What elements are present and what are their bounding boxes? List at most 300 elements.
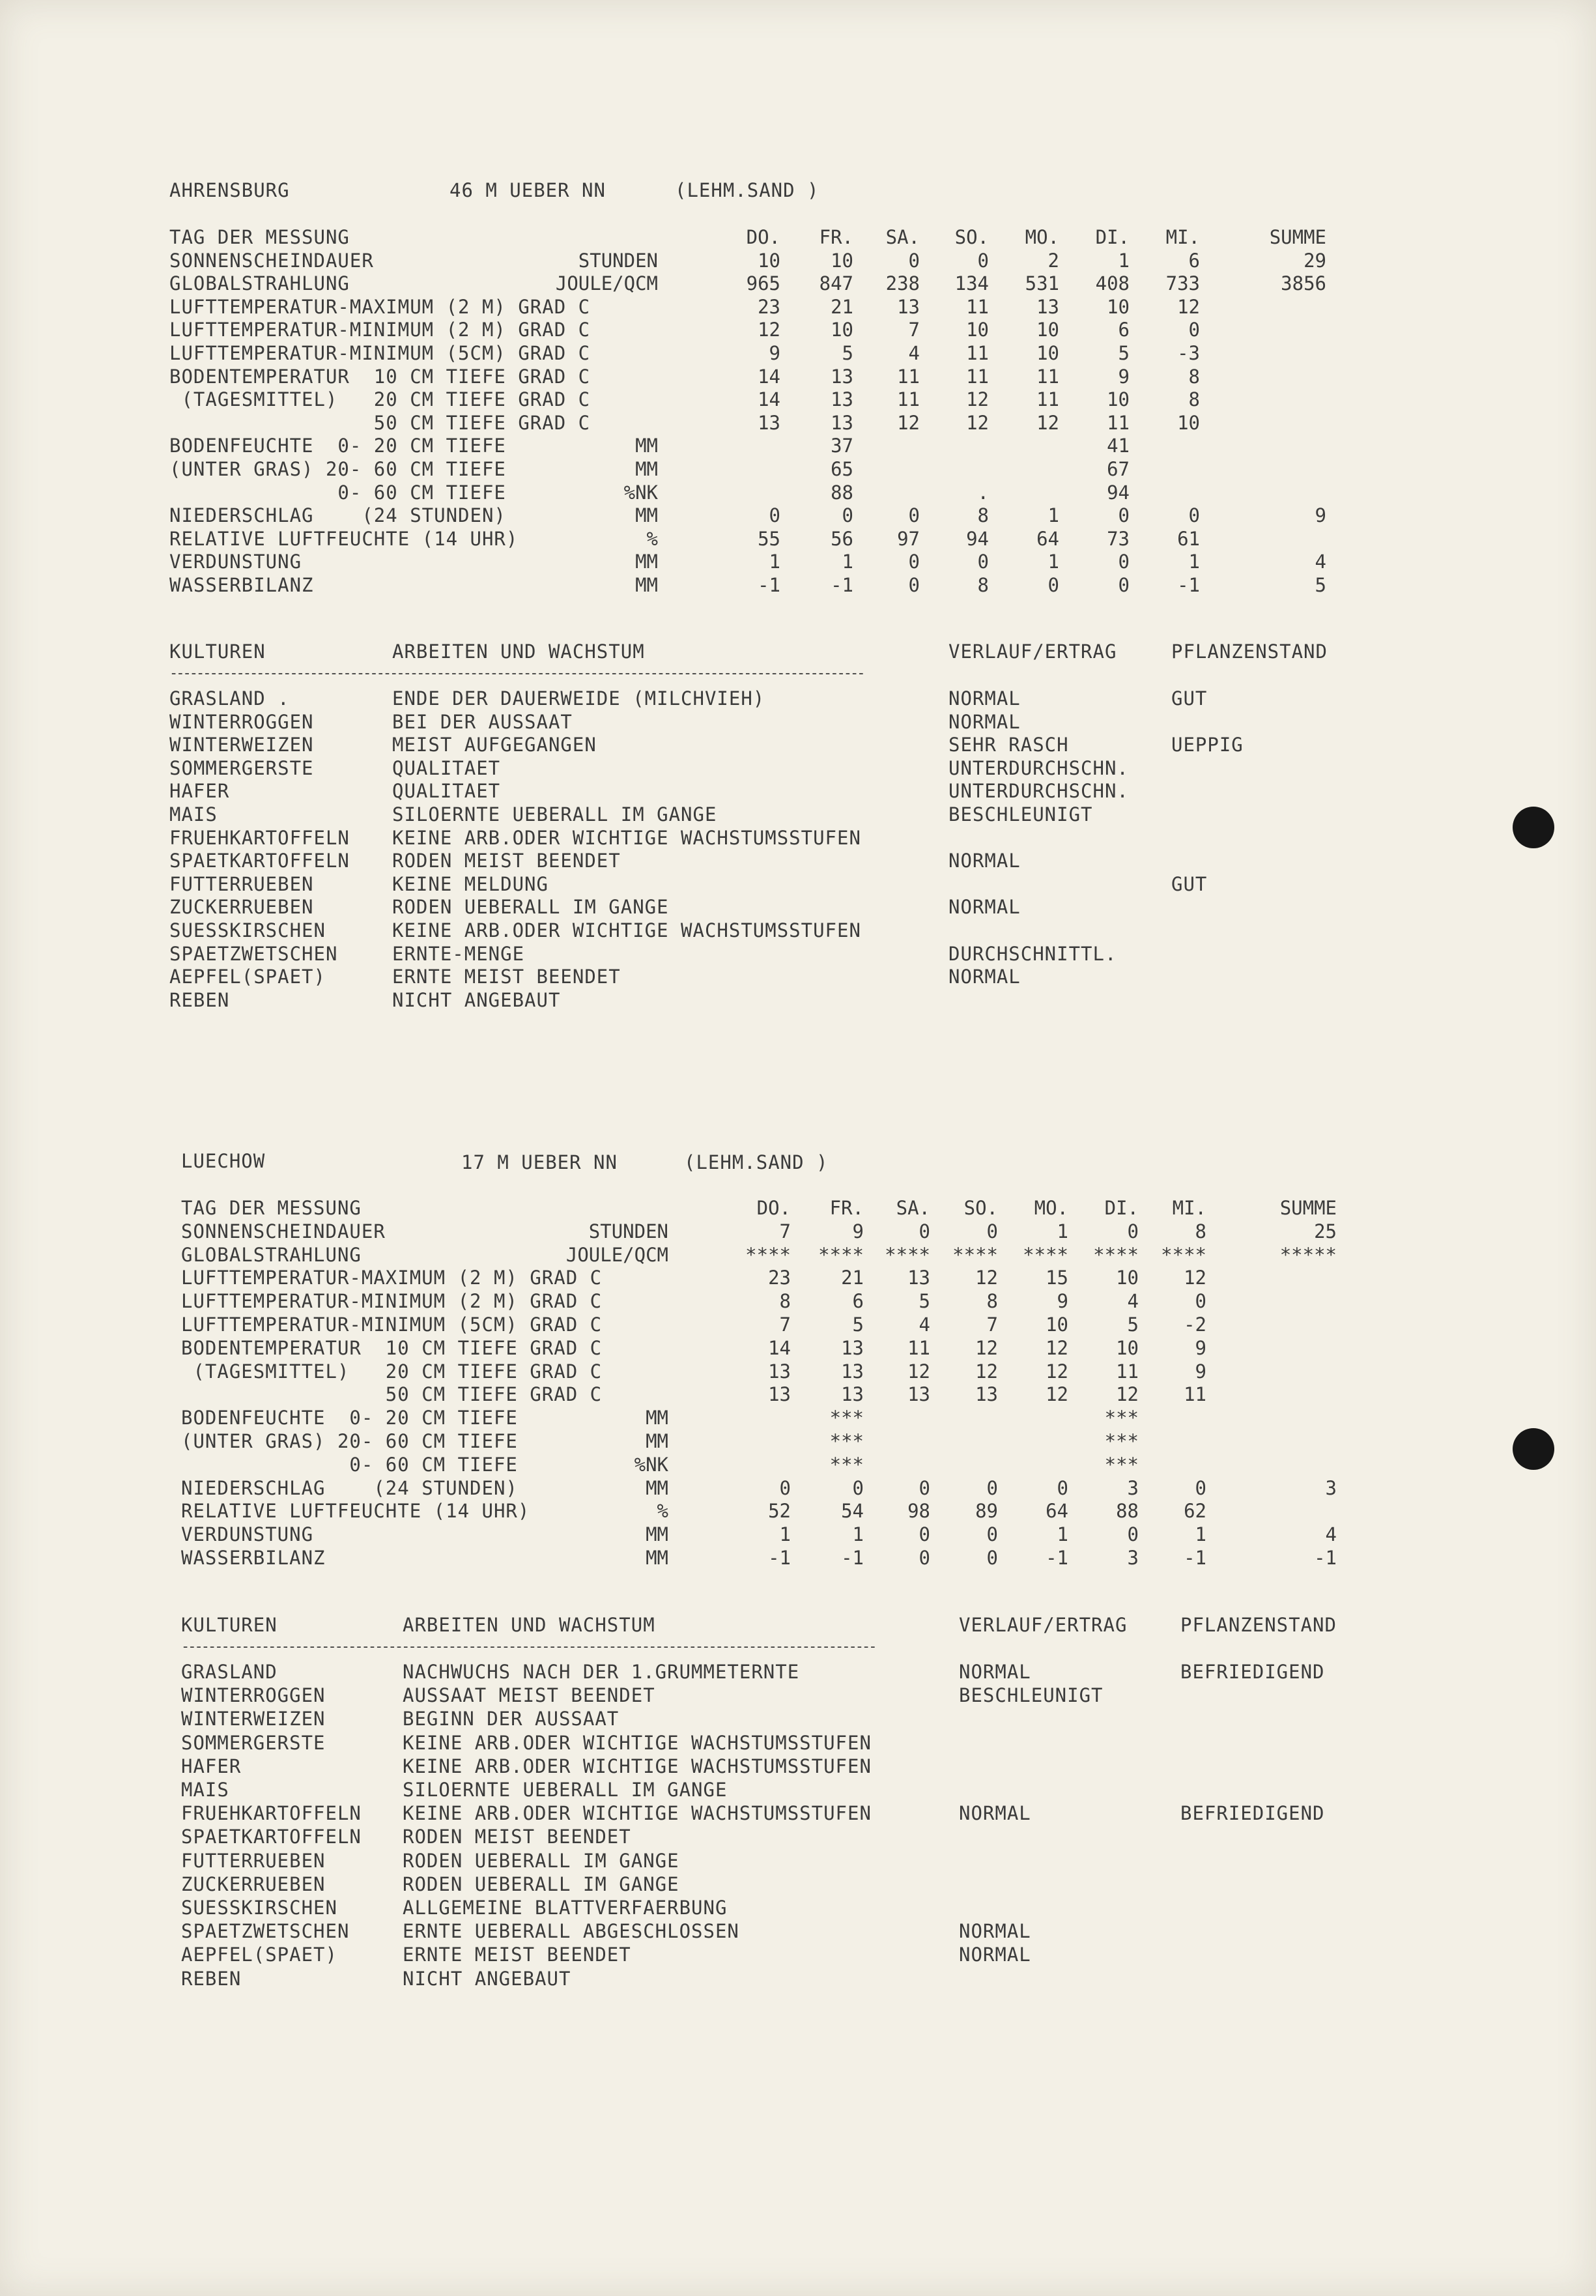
value-cell: 73 (1107, 527, 1130, 550)
crop-stand: GUT (1171, 687, 1208, 710)
crop-name: FRUEHKARTOFFELN (169, 826, 350, 849)
value-cell: 238 (885, 272, 920, 295)
value-cell: 0 (1057, 1476, 1068, 1499)
crop-name: SPAETKARTOFFELN (169, 850, 350, 872)
separator-line: -------------------------------------------------------------------------------------------------------- (169, 665, 864, 682)
row-label: SONNENSCHEINDAUER (181, 1220, 386, 1242)
crop-work: BEI DER AUSSAAT (392, 710, 573, 733)
value-cell: 8 (1188, 388, 1200, 411)
value-cell: 13 (768, 1383, 791, 1406)
value-cell: 13 (975, 1383, 998, 1406)
crop-name: ZUCKERRUEBEN (169, 896, 314, 919)
value-cell: 5 (852, 1313, 864, 1336)
value-cell: 1 (852, 1523, 864, 1546)
row-label: 50 CM TIEFE GRAD C (169, 411, 591, 434)
value-cell: **** (818, 1243, 864, 1266)
row-unit: MM (646, 1430, 668, 1452)
value-cell: **** (1161, 1243, 1206, 1266)
value-cell: 5 (842, 342, 853, 364)
value-cell: 12 (975, 1267, 998, 1289)
value-cell: 2 (1047, 249, 1059, 272)
day-header: FR. (819, 226, 853, 248)
value-cell: 8 (779, 1290, 791, 1313)
value-cell: 9 (1195, 1336, 1206, 1359)
value-cell: 0 (1188, 504, 1200, 527)
value-cell: 0 (986, 1220, 998, 1242)
value-cell: 10 (1116, 1336, 1139, 1359)
crop-name: SOMMERGERSTE (169, 756, 314, 779)
value-cell: -1 (1046, 1547, 1068, 1569)
value-cell: 21 (831, 295, 853, 318)
value-cell: 88 (831, 481, 853, 504)
crop-work: RODEN UEBERALL IM GANGE (403, 1849, 679, 1872)
value-cell: 10 (1036, 342, 1059, 364)
row-label: RELATIVE LUFTFEUCHTE (14 UHR) (181, 1500, 530, 1523)
crop-name: SOMMERGERSTE (181, 1731, 326, 1754)
value-cell: 1 (1057, 1523, 1068, 1546)
row-label: VERDUNSTUNG (181, 1523, 314, 1546)
value-cell: 64 (1036, 527, 1059, 550)
value-cell: 0 (1118, 574, 1130, 596)
crop-work: KEINE ARB.ODER WICHTIGE WACHSTUMSSTUFEN (392, 826, 861, 849)
value-cell: **** (952, 1243, 998, 1266)
value-cell: 12 (966, 388, 989, 411)
crops-header-arbeiten: ARBEITEN UND WACHSTUM (392, 640, 645, 663)
crop-stand: BEFRIEDIGEND (1180, 1802, 1325, 1825)
value-cell: 29 (1304, 249, 1326, 272)
value-cell: 13 (831, 365, 853, 388)
row-label: LUFTTEMPERATUR-MINIMUM (2 M) GRAD C (169, 319, 591, 341)
row-label: TAG DER MESSUNG (181, 1197, 362, 1219)
value-cell: 5 (1118, 342, 1130, 364)
value-cell: 13 (907, 1267, 930, 1289)
row-label: RELATIVE LUFTFEUCHTE (14 UHR) (169, 527, 519, 550)
crop-stand: GUT (1171, 872, 1208, 895)
value-cell: 8 (1195, 1220, 1206, 1242)
value-cell: 965 (746, 272, 780, 295)
value-cell: 4 (919, 1313, 930, 1336)
value-cell: 97 (897, 527, 920, 550)
crop-work: ENDE DER DAUERWEIDE (MILCHVIEH) (392, 687, 765, 710)
value-cell: -2 (1184, 1313, 1206, 1336)
row-unit: MM (635, 574, 658, 596)
row-label: 50 CM TIEFE GRAD C (181, 1383, 603, 1406)
crops-header-verlauf: VERLAUF/ERTRAG (959, 1614, 1128, 1636)
value-cell: 1 (1047, 504, 1059, 527)
day-header: SUMME (1279, 1197, 1337, 1219)
crop-name: SPAETZWETSCHEN (181, 1920, 350, 1943)
crop-work: KEINE MELDUNG (392, 872, 549, 895)
value-cell: 0 (1195, 1476, 1206, 1499)
value-cell: 13 (831, 388, 853, 411)
crop-name: GRASLAND (181, 1661, 278, 1683)
crop-stand: BEFRIEDIGEND (1180, 1661, 1325, 1683)
day-header: DI. (1104, 1197, 1139, 1219)
row-label: NIEDERSCHLAG (24 STUNDEN) (169, 504, 506, 527)
value-cell: -3 (1177, 342, 1200, 364)
row-label: BODENTEMPERATUR 10 CM TIEFE GRAD C (181, 1336, 603, 1359)
value-cell: -1 (758, 574, 780, 596)
crop-work: SILOERNTE UEBERALL IM GANGE (392, 803, 717, 825)
crop-work: QUALITAET (392, 780, 501, 803)
value-cell: 14 (758, 388, 780, 411)
crop-work: NICHT ANGEBAUT (403, 1967, 571, 1990)
crop-name: REBEN (169, 988, 230, 1011)
value-cell: 9 (1057, 1290, 1068, 1313)
value-cell: 13 (841, 1383, 864, 1406)
value-cell: 11 (966, 342, 989, 364)
value-cell: 37 (831, 435, 853, 457)
value-cell: 9 (852, 1220, 864, 1242)
crop-name: REBEN (181, 1967, 242, 1990)
punch-hole-top (1513, 807, 1554, 848)
value-cell: 0 (769, 504, 780, 527)
value-cell: 0 (919, 1220, 930, 1242)
value-cell: 9 (1195, 1360, 1206, 1383)
value-cell: 65 (831, 458, 853, 480)
value-cell: 11 (1184, 1383, 1206, 1406)
row-label: LUFTTEMPERATUR-MINIMUM (5CM) GRAD C (169, 342, 591, 364)
crop-work: BEGINN DER AUSSAAT (403, 1708, 620, 1730)
value-cell: 0 (977, 551, 989, 573)
row-unit: MM (646, 1523, 668, 1546)
value-cell: *** (829, 1453, 864, 1476)
value-cell: 15 (1046, 1267, 1068, 1289)
row-label: (TAGESMITTEL) 20 CM TIEFE GRAD C (169, 388, 591, 411)
value-cell: 8 (977, 574, 989, 596)
day-header: SO. (954, 226, 989, 248)
crop-course: UNTERDURCHSCHN. (948, 756, 1129, 779)
value-cell: 0 (1127, 1220, 1139, 1242)
row-label: GLOBALSTRAHLUNG (181, 1243, 362, 1266)
value-cell: 10 (758, 249, 780, 272)
value-cell: 13 (897, 295, 920, 318)
crop-name: FUTTERRUEBEN (181, 1849, 326, 1872)
crops-header-verlauf: VERLAUF/ERTRAG (948, 640, 1117, 663)
crops-header-arbeiten: ARBEITEN UND WACHSTUM (403, 1614, 655, 1636)
row-label: (TAGESMITTEL) 20 CM TIEFE GRAD C (181, 1360, 603, 1383)
day-header: FR. (829, 1197, 864, 1219)
value-cell: 23 (758, 295, 780, 318)
day-header: SA. (885, 226, 920, 248)
crop-work: KEINE ARB.ODER WICHTIGE WACHSTUMSSTUFEN (403, 1731, 872, 1754)
day-header: MO. (1034, 1197, 1068, 1219)
day-header: MI. (1165, 226, 1200, 248)
crop-name: AEPFEL(SPAET) (169, 966, 326, 988)
value-cell: 0 (1118, 504, 1130, 527)
row-unit: % (646, 527, 658, 550)
day-header: SUMME (1269, 226, 1326, 248)
crop-course: NORMAL (948, 710, 1021, 733)
value-cell: 4 (1325, 1523, 1337, 1546)
crop-work: KEINE ARB.ODER WICHTIGE WACHSTUMSSTUFEN (403, 1755, 872, 1777)
value-cell: -1 (831, 574, 853, 596)
value-cell: 7 (986, 1313, 998, 1336)
value-cell: 11 (966, 295, 989, 318)
crop-name: HAFER (181, 1755, 242, 1777)
crop-work: RODEN MEIST BEENDET (403, 1826, 631, 1848)
value-cell: 41 (1107, 435, 1130, 457)
value-cell: 12 (1036, 411, 1059, 434)
row-label: VERDUNSTUNG (169, 551, 302, 573)
day-header: SA. (896, 1197, 930, 1219)
value-cell: 98 (907, 1500, 930, 1523)
value-cell: 0 (842, 504, 853, 527)
crop-course: NORMAL (948, 966, 1021, 988)
value-cell: 0 (908, 249, 920, 272)
value-cell: 56 (831, 527, 853, 550)
value-cell: 13 (841, 1360, 864, 1383)
station-soil: (LEHM.SAND ) (675, 179, 819, 201)
crop-name: FRUEHKARTOFFELN (181, 1802, 362, 1825)
value-cell: 23 (768, 1267, 791, 1289)
value-cell: 0 (919, 1476, 930, 1499)
station-name: LUECHOW (181, 1150, 266, 1172)
crops-header-kulturen: KULTUREN (169, 640, 266, 663)
value-cell: 10 (1036, 319, 1059, 341)
row-label: BODENFEUCHTE 0- 20 CM TIEFE (169, 435, 506, 457)
value-cell: 9 (769, 342, 780, 364)
value-cell: **** (1093, 1243, 1139, 1266)
row-label: LUFTTEMPERATUR-MAXIMUM (2 M) GRAD C (169, 295, 591, 318)
row-unit: %NK (623, 481, 658, 504)
crop-name: SUESSKIRSCHEN (169, 919, 326, 941)
value-cell: 7 (779, 1313, 791, 1336)
value-cell: 89 (975, 1500, 998, 1523)
value-cell: 0 (908, 504, 920, 527)
row-unit: STUNDEN (578, 249, 658, 272)
crop-work: RODEN UEBERALL IM GANGE (403, 1873, 679, 1895)
crops-header-stand: PFLANZENSTAND (1180, 1614, 1337, 1636)
value-cell: 62 (1184, 1500, 1206, 1523)
value-cell: 0 (1195, 1290, 1206, 1313)
row-unit: MM (646, 1407, 668, 1429)
value-cell: **** (1023, 1243, 1068, 1266)
value-cell: 1 (1057, 1220, 1068, 1242)
value-cell: 12 (758, 319, 780, 341)
crop-course: NORMAL (948, 896, 1021, 919)
station-elevation: 17 M UEBER NN (461, 1151, 618, 1173)
value-cell: 3 (1127, 1476, 1139, 1499)
value-cell: 0 (1188, 319, 1200, 341)
row-unit: % (657, 1500, 668, 1523)
value-cell: 11 (1036, 365, 1059, 388)
value-cell: 94 (966, 527, 989, 550)
value-cell: 64 (1046, 1500, 1068, 1523)
punch-hole-bottom (1513, 1428, 1554, 1470)
value-cell: 0 (1127, 1523, 1139, 1546)
value-cell: 52 (768, 1500, 791, 1523)
row-unit: MM (635, 458, 658, 480)
value-cell: 0 (779, 1476, 791, 1499)
value-cell: 61 (1177, 527, 1200, 550)
crop-name: FUTTERRUEBEN (169, 872, 314, 895)
crop-work: MEIST AUFGEGANGEN (392, 734, 597, 756)
value-cell: 0 (1047, 574, 1059, 596)
value-cell: 408 (1095, 272, 1130, 295)
value-cell: 11 (1107, 411, 1130, 434)
value-cell: 9 (1118, 365, 1130, 388)
value-cell: *** (1104, 1453, 1139, 1476)
row-label: NIEDERSCHLAG (24 STUNDEN) (181, 1476, 518, 1499)
value-cell: 1 (1195, 1523, 1206, 1546)
value-cell: -1 (1314, 1547, 1337, 1569)
row-label: GLOBALSTRAHLUNG (169, 272, 350, 295)
crop-work: ALLGEMEINE BLATTVERFAERBUNG (403, 1897, 728, 1919)
crop-work: RODEN UEBERALL IM GANGE (392, 896, 669, 919)
crop-name: SUESSKIRSCHEN (181, 1897, 337, 1919)
value-cell: 6 (1118, 319, 1130, 341)
value-cell: 1 (1047, 551, 1059, 573)
value-cell: 0 (1118, 551, 1130, 573)
value-cell: . (977, 481, 989, 504)
value-cell: 54 (841, 1500, 864, 1523)
day-header: DI. (1095, 226, 1130, 248)
value-cell: 7 (908, 319, 920, 341)
row-unit: MM (646, 1547, 668, 1569)
value-cell: -1 (841, 1547, 864, 1569)
value-cell: 1 (842, 551, 853, 573)
value-cell: 11 (897, 365, 920, 388)
value-cell: 12 (897, 411, 920, 434)
row-label: WASSERBILANZ (181, 1547, 326, 1569)
value-cell: 0 (986, 1476, 998, 1499)
station-name: AHRENSBURG (169, 179, 290, 201)
value-cell: *** (829, 1430, 864, 1452)
row-label: 0- 60 CM TIEFE (169, 481, 506, 504)
value-cell: 1 (1188, 551, 1200, 573)
value-cell: 9 (1315, 504, 1326, 527)
crop-work: ERNTE MEIST BEENDET (403, 1944, 631, 1966)
value-cell: 8 (977, 504, 989, 527)
crop-course: DURCHSCHNITTL. (948, 942, 1117, 965)
value-cell: 1 (1118, 249, 1130, 272)
row-label: SONNENSCHEINDAUER (169, 249, 374, 272)
value-cell: 13 (907, 1383, 930, 1406)
crop-course: NORMAL (959, 1920, 1031, 1943)
crop-course: BESCHLEUNIGT (948, 803, 1093, 825)
row-label: TAG DER MESSUNG (169, 226, 350, 248)
station-soil: (LEHM.SAND ) (684, 1151, 829, 1173)
value-cell: 12 (975, 1360, 998, 1383)
value-cell: 11 (1116, 1360, 1139, 1383)
crop-name: WINTERWEIZEN (169, 734, 314, 756)
value-cell: 94 (1107, 481, 1130, 504)
value-cell: 12 (1177, 295, 1200, 318)
value-cell: 12 (907, 1360, 930, 1383)
value-cell: 10 (831, 319, 853, 341)
value-cell: 3856 (1281, 272, 1326, 295)
value-cell: 8 (986, 1290, 998, 1313)
value-cell: 847 (819, 272, 853, 295)
value-cell: 13 (1036, 295, 1059, 318)
value-cell: *** (1104, 1407, 1139, 1429)
crop-work: NICHT ANGEBAUT (392, 988, 561, 1011)
row-unit: JOULE/QCM (565, 1243, 668, 1266)
value-cell: 10 (1177, 411, 1200, 434)
value-cell: 10 (831, 249, 853, 272)
crop-work: SILOERNTE UEBERALL IM GANGE (403, 1779, 728, 1801)
value-cell: 12 (1184, 1267, 1206, 1289)
value-cell: 4 (1127, 1290, 1139, 1313)
crops-header-kulturen: KULTUREN (181, 1614, 278, 1636)
crop-work: KEINE ARB.ODER WICHTIGE WACHSTUMSSTUFEN (392, 919, 861, 941)
crop-course: NORMAL (959, 1661, 1031, 1683)
value-cell: 11 (907, 1336, 930, 1359)
row-unit: MM (635, 435, 658, 457)
value-cell: **** (885, 1243, 930, 1266)
value-cell: 12 (975, 1336, 998, 1359)
day-header: MI. (1172, 1197, 1206, 1219)
crop-stand: UEPPIG (1171, 734, 1244, 756)
crop-name: AEPFEL(SPAET) (181, 1944, 337, 1966)
crop-name: ZUCKERRUEBEN (181, 1873, 326, 1895)
value-cell: 11 (1036, 388, 1059, 411)
crop-course: NORMAL (959, 1944, 1031, 1966)
row-unit: JOULE/QCM (555, 272, 658, 295)
crop-work: NACHWUCHS NACH DER 1.GRUMMETERNTE (403, 1661, 800, 1683)
value-cell: -1 (1184, 1547, 1206, 1569)
value-cell: 11 (897, 388, 920, 411)
value-cell: 0 (852, 1476, 864, 1499)
value-cell: 3 (1127, 1547, 1139, 1569)
row-unit: MM (635, 504, 658, 527)
day-header: SO. (963, 1197, 998, 1219)
value-cell: 13 (841, 1336, 864, 1359)
row-label: BODENTEMPERATUR 10 CM TIEFE GRAD C (169, 365, 591, 388)
value-cell: 0 (919, 1523, 930, 1546)
value-cell: 0 (986, 1547, 998, 1569)
value-cell: 0 (908, 574, 920, 596)
value-cell: ***** (1279, 1243, 1337, 1266)
value-cell: 6 (852, 1290, 864, 1313)
row-label: (UNTER GRAS) 20- 60 CM TIEFE (181, 1430, 518, 1452)
value-cell: 10 (1107, 295, 1130, 318)
crop-work: ERNTE MEIST BEENDET (392, 966, 621, 988)
row-label: BODENFEUCHTE 0- 20 CM TIEFE (181, 1407, 518, 1429)
value-cell: 21 (841, 1267, 864, 1289)
value-cell: 134 (954, 272, 989, 295)
row-unit: MM (635, 551, 658, 573)
value-cell: 12 (1046, 1383, 1068, 1406)
crop-name: SPAETZWETSCHEN (169, 942, 338, 965)
crop-work: ERNTE UEBERALL ABGESCHLOSSEN (403, 1920, 739, 1943)
value-cell: 12 (1116, 1383, 1139, 1406)
value-cell: 12 (1046, 1360, 1068, 1383)
value-cell: 13 (831, 411, 853, 434)
value-cell: 10 (1107, 388, 1130, 411)
value-cell: 11 (966, 365, 989, 388)
value-cell: 10 (966, 319, 989, 341)
crop-name: WINTERWEIZEN (181, 1708, 326, 1730)
value-cell: -1 (1177, 574, 1200, 596)
crop-name: SPAETKARTOFFELN (181, 1826, 362, 1848)
value-cell: 4 (908, 342, 920, 364)
day-header: DO. (756, 1197, 791, 1219)
crop-name: WINTERROGGEN (181, 1684, 326, 1707)
value-cell: *** (1104, 1430, 1139, 1452)
crop-work: KEINE ARB.ODER WICHTIGE WACHSTUMSSTUFEN (403, 1802, 872, 1825)
value-cell: 88 (1116, 1500, 1139, 1523)
value-cell: 12 (966, 411, 989, 434)
value-cell: 13 (768, 1360, 791, 1383)
crop-course: NORMAL (948, 687, 1021, 710)
crop-course: SEHR RASCH (948, 734, 1069, 756)
row-label: WASSERBILANZ (169, 574, 314, 596)
crop-course: UNTERDURCHSCHN. (948, 780, 1129, 803)
crop-name: WINTERROGGEN (169, 710, 314, 733)
value-cell: 13 (758, 411, 780, 434)
